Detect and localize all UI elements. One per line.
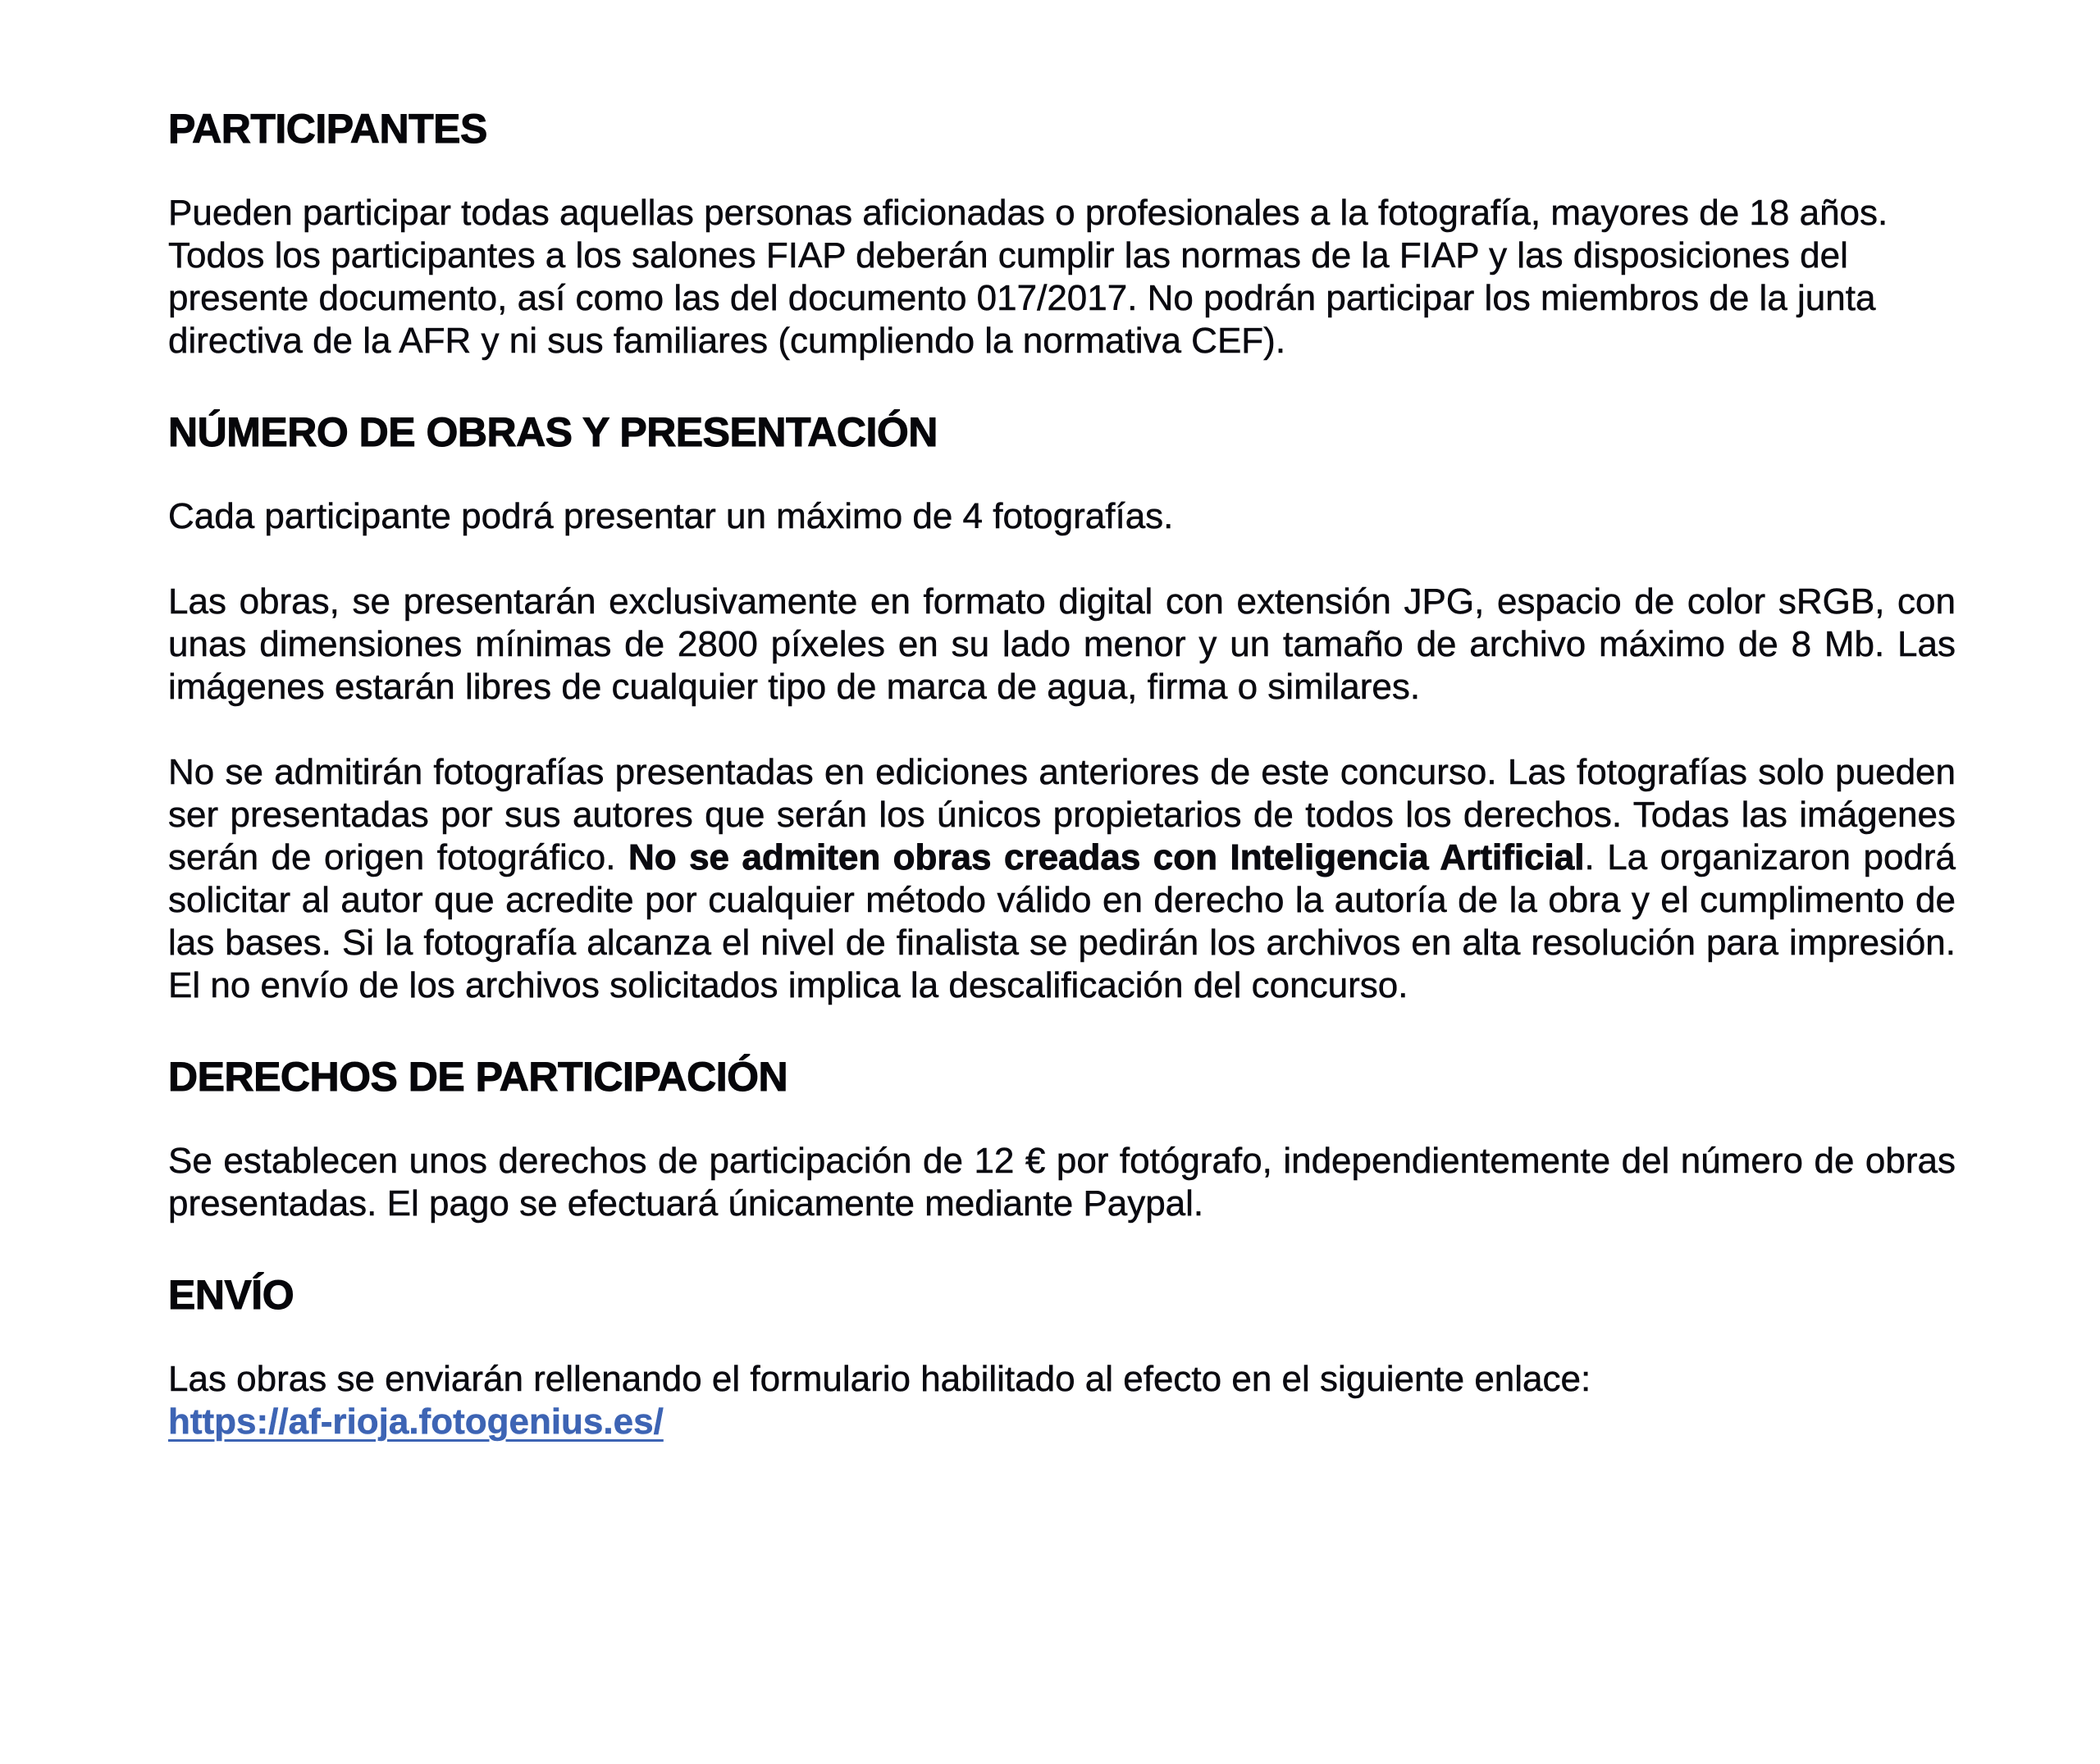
obras-paragraph-max-fotografias: Cada participante podrá presentar un máximo de 4 fotografías.: [168, 496, 1174, 536]
submission-link-line: [168, 1401, 1956, 1443]
submission-link[interactable]: https://af-rioja.fotogenius.es/: [168, 1402, 664, 1442]
section-heading-envio: ENVÍO: [168, 1272, 294, 1318]
obras-paragraph-condiciones: [168, 751, 1956, 1007]
section-heading-numero-de-obras: NÚMERO DE OBRAS Y PRESENTACIÓN: [168, 409, 938, 455]
envio-paragraph: Las obras se enviarán rellenando el formulario habilitado al efecto en el siguiente enlace:: [168, 1359, 1591, 1399]
derechos-paragraph: Se establecen unos derechos de participación de 12 € por fotógrafo, independientemente del número de obras presentadas. El pago se efectuará únicamente mediante Paypal.: [168, 1141, 1956, 1224]
paragraph-text-after-bold: . La organizaron podrá solicitar al autor que acredite por cualquier método válido en derecho la autoría de la obra y el cumplimento de las bases. Si la fotografía alcanza el nivel de finalista se pedirán los archivos en alta resolución para impresión. El no envío de los archivos solicitados implica la descalificación del concurso.: [168, 837, 1956, 1005]
paragraph-text-before-bold: No se admitirán fotografías presentadas en ediciones anteriores de este concurso. Las fotografías solo pueden ser presentadas por sus autores que serán los únicos propietarios de todos los derechos. Todas las imágenes serán de origen fotográfico.: [168, 752, 1956, 877]
obras-paragraph-formato: Las obras, se presentarán exclusivamente en formato digital con extensión JPG, espacio de color sRGB, con unas dimensiones mínimas de 2800 píxeles en su lado menor y un tamaño de archivo máximo de 8 Mb. Las imágenes estarán libres de cualquier tipo de marca de agua, firma o similares.: [168, 581, 1956, 707]
participantes-paragraph: Pueden participar todas aquellas personas aficionadas o profesionales a la fotografía, mayores de 18 años. Todos los participantes a los salones FIAP deberán cumplir las normas de la FIAP y las disposiciones del presente documento, así como las del documento 017/2017. No podrán participar los miembros de la junta directiva de la AFR y ni sus familiares (cumpliendo la normativa CEF).: [168, 193, 1888, 361]
section-heading-derechos: DERECHOS DE PARTICIPACIÓN: [168, 1054, 788, 1100]
section-heading-participantes: PARTICIPANTES: [168, 106, 487, 152]
no-ai-bold-text: No se admiten obras creadas con Inteligencia Artificial: [628, 837, 1585, 877]
